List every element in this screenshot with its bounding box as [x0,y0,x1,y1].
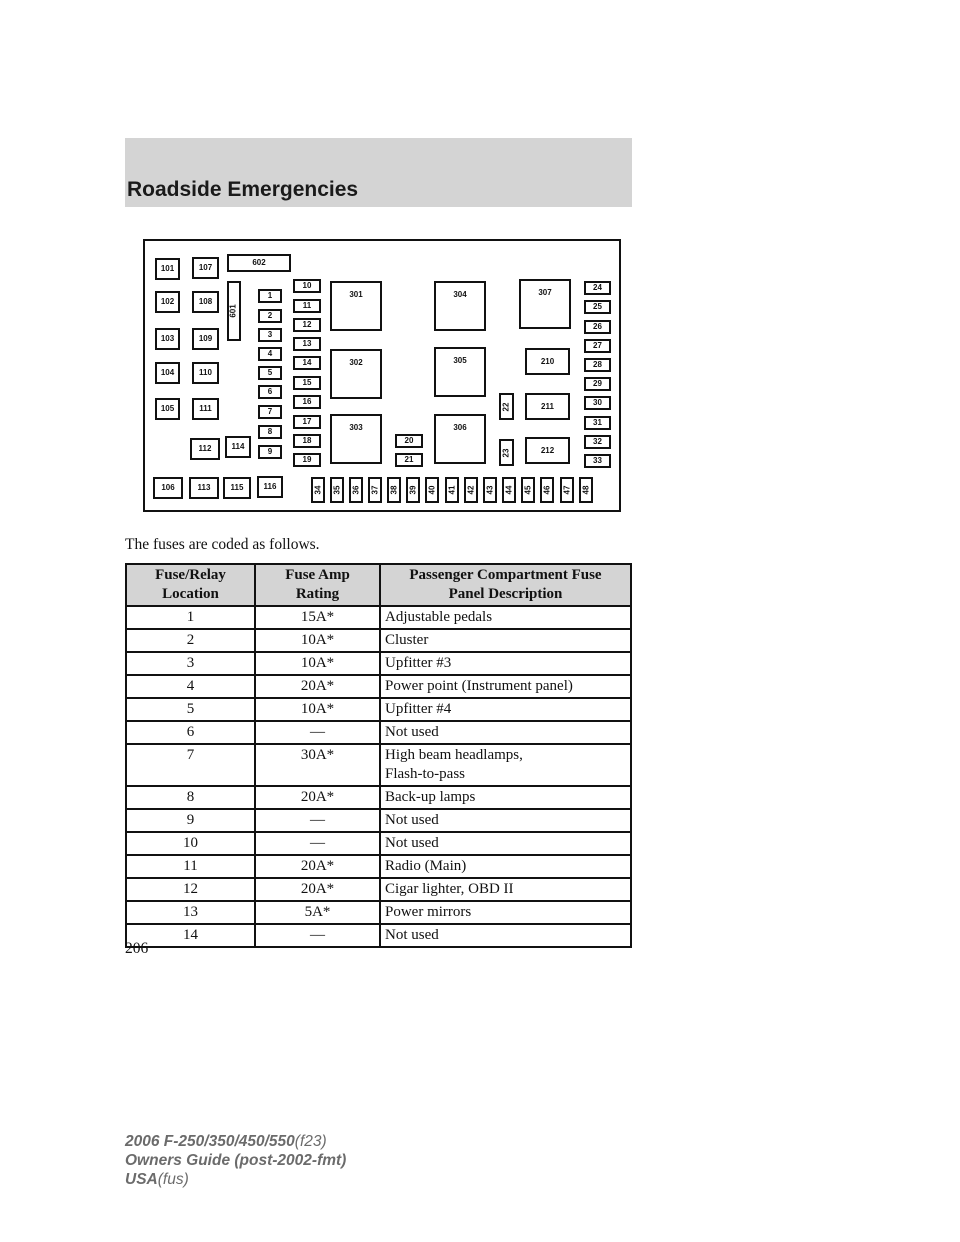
fuse-101: 101 [155,258,180,280]
fuse-107: 107 [192,257,219,279]
fuse-10: 10 [293,279,321,293]
fuse-4: 4 [258,347,282,361]
relay-306: 306 [434,414,486,464]
fuse-43: 43 [483,477,497,503]
fuse-40: 40 [425,477,439,503]
table-row [126,721,631,744]
cell-description: Upfitter #3 [380,652,631,675]
fuse-115: 115 [223,477,251,499]
fuse-7: 7 [258,405,282,419]
cell-location: 1 [126,606,255,629]
fuse-22: 22 [499,393,514,420]
table-row [126,901,631,924]
footer-line-market: USA(fus) [125,1171,189,1188]
fuse-32: 32 [584,435,611,449]
fuse-20: 20 [395,434,423,448]
fuse-114: 114 [225,436,251,458]
fuse-110: 110 [192,362,219,384]
cell-rating: — [255,924,380,947]
fuse-23: 23 [499,439,514,466]
cell-rating: 10A* [255,629,380,652]
table-row [126,652,631,675]
fuse-102: 102 [155,291,180,313]
cell-description: Not used [380,832,631,855]
cell-rating: 20A* [255,786,380,809]
cell-rating: — [255,832,380,855]
relay-210: 210 [525,348,570,375]
fuse-105: 105 [155,398,180,420]
cell-location: 12 [126,878,255,901]
fuse-18: 18 [293,434,321,448]
relay-301: 301 [330,281,382,331]
fuse-35: 35 [330,477,344,503]
cell-location: 13 [126,901,255,924]
table-row [126,924,631,947]
table-row [126,786,631,809]
intro-text: The fuses are coded as follows. [125,536,320,553]
fuse-27: 27 [584,339,611,353]
fuse-116: 116 [257,476,283,498]
relay-211: 211 [525,393,570,420]
cell-location: 14 [126,924,255,947]
cell-location: 5 [126,698,255,721]
cell-location: 7 [126,744,255,786]
table-row [126,878,631,901]
fuse-6: 6 [258,385,282,399]
fuse-1: 1 [258,289,282,303]
table-row [126,698,631,721]
fuse-3: 3 [258,328,282,342]
table-row [126,832,631,855]
fuse-9: 9 [258,445,282,459]
cell-location: 11 [126,855,255,878]
cell-description: Power mirrors [380,901,631,924]
cell-rating: 10A* [255,652,380,675]
table-row [126,675,631,698]
fuse-19: 19 [293,453,321,467]
fuse-30: 30 [584,396,611,410]
cell-description: Not used [380,809,631,832]
table-row [126,855,631,878]
fuse-11: 11 [293,299,321,313]
cell-description: Not used [380,721,631,744]
fuse-108: 108 [192,291,219,313]
fuse-44: 44 [502,477,516,503]
header-location: Fuse/Relay Location [126,564,255,606]
header-description: Passenger Compartment Fuse Panel Description [380,564,631,606]
cell-rating: — [255,809,380,832]
cell-rating: 20A* [255,855,380,878]
fuse-48: 48 [579,477,593,503]
fuse-12: 12 [293,318,321,332]
fuse-26: 26 [584,320,611,334]
cell-location: 3 [126,652,255,675]
cell-rating: 20A* [255,878,380,901]
cell-location: 2 [126,629,255,652]
relay-302: 302 [330,349,382,399]
fuse-15: 15 [293,376,321,390]
fuse-46: 46 [540,477,554,503]
fuse-table [125,563,632,948]
relay-212: 212 [525,437,570,464]
relay-303: 303 [330,414,382,464]
footer-line-model: 2006 F-250/350/450/550(f23) [125,1133,327,1150]
cell-description: High beam headlamps, Flash-to-pass [380,744,631,786]
header-rating: Fuse Amp Rating [255,564,380,606]
cell-location: 4 [126,675,255,698]
fuse-29: 29 [584,377,611,391]
fuse-28: 28 [584,358,611,372]
cell-rating: 15A* [255,606,380,629]
relay-307: 307 [519,279,571,329]
fuse-41: 41 [445,477,459,503]
fuse-2: 2 [258,309,282,323]
table-header-row [126,564,631,606]
fuse-33: 33 [584,454,611,468]
fuse-109: 109 [192,328,219,350]
cell-rating: 30A* [255,744,380,786]
fuse-37: 37 [368,477,382,503]
cell-location: 8 [126,786,255,809]
cell-rating: — [255,721,380,744]
cell-location: 9 [126,809,255,832]
fuse-106: 106 [153,477,183,499]
cell-description: Not used [380,924,631,947]
fuse-113: 113 [189,477,219,499]
cell-rating: 20A* [255,675,380,698]
fuse-13: 13 [293,337,321,351]
footer-line-guide: Owners Guide (post-2002-fmt) [125,1152,347,1169]
fuse-panel-diagram [143,239,621,512]
fuse-39: 39 [406,477,420,503]
fuse-103: 103 [155,328,180,350]
relay-602: 602 [227,254,291,272]
fuse-24: 24 [584,281,611,295]
fuse-47: 47 [560,477,574,503]
fuse-36: 36 [349,477,363,503]
section-title: Roadside Emergencies [127,178,359,201]
fuse-112: 112 [190,438,220,460]
cell-rating: 5A* [255,901,380,924]
cell-rating: 10A* [255,698,380,721]
fuse-17: 17 [293,415,321,429]
fuse-42: 42 [464,477,478,503]
relay-305: 305 [434,347,486,397]
page-number: 206 [125,940,149,957]
fuse-16: 16 [293,395,321,409]
cell-location: 6 [126,721,255,744]
fuse-45: 45 [521,477,535,503]
cell-description: Adjustable pedals [380,606,631,629]
fuse-8: 8 [258,425,282,439]
fuse-34: 34 [311,477,325,503]
fuse-31: 31 [584,416,611,430]
fuse-25: 25 [584,300,611,314]
cell-description: Back-up lamps [380,786,631,809]
cell-description: Cigar lighter, OBD II [380,878,631,901]
fuse-21: 21 [395,453,423,467]
footer [125,1132,346,1189]
cell-description: Cluster [380,629,631,652]
fuse-111: 111 [192,398,219,420]
fuse-104: 104 [155,362,180,384]
table-row [126,606,631,629]
table-row [126,744,631,786]
cell-location: 10 [126,832,255,855]
table-row [126,629,631,652]
relay-304: 304 [434,281,486,331]
fuse-5: 5 [258,366,282,380]
fuse-14: 14 [293,356,321,370]
fuse-38: 38 [387,477,401,503]
table-row [126,809,631,832]
cell-description: Upfitter #4 [380,698,631,721]
cell-description: Power point (Instrument panel) [380,675,631,698]
cell-description: Radio (Main) [380,855,631,878]
relay-601: 601 [227,281,241,341]
